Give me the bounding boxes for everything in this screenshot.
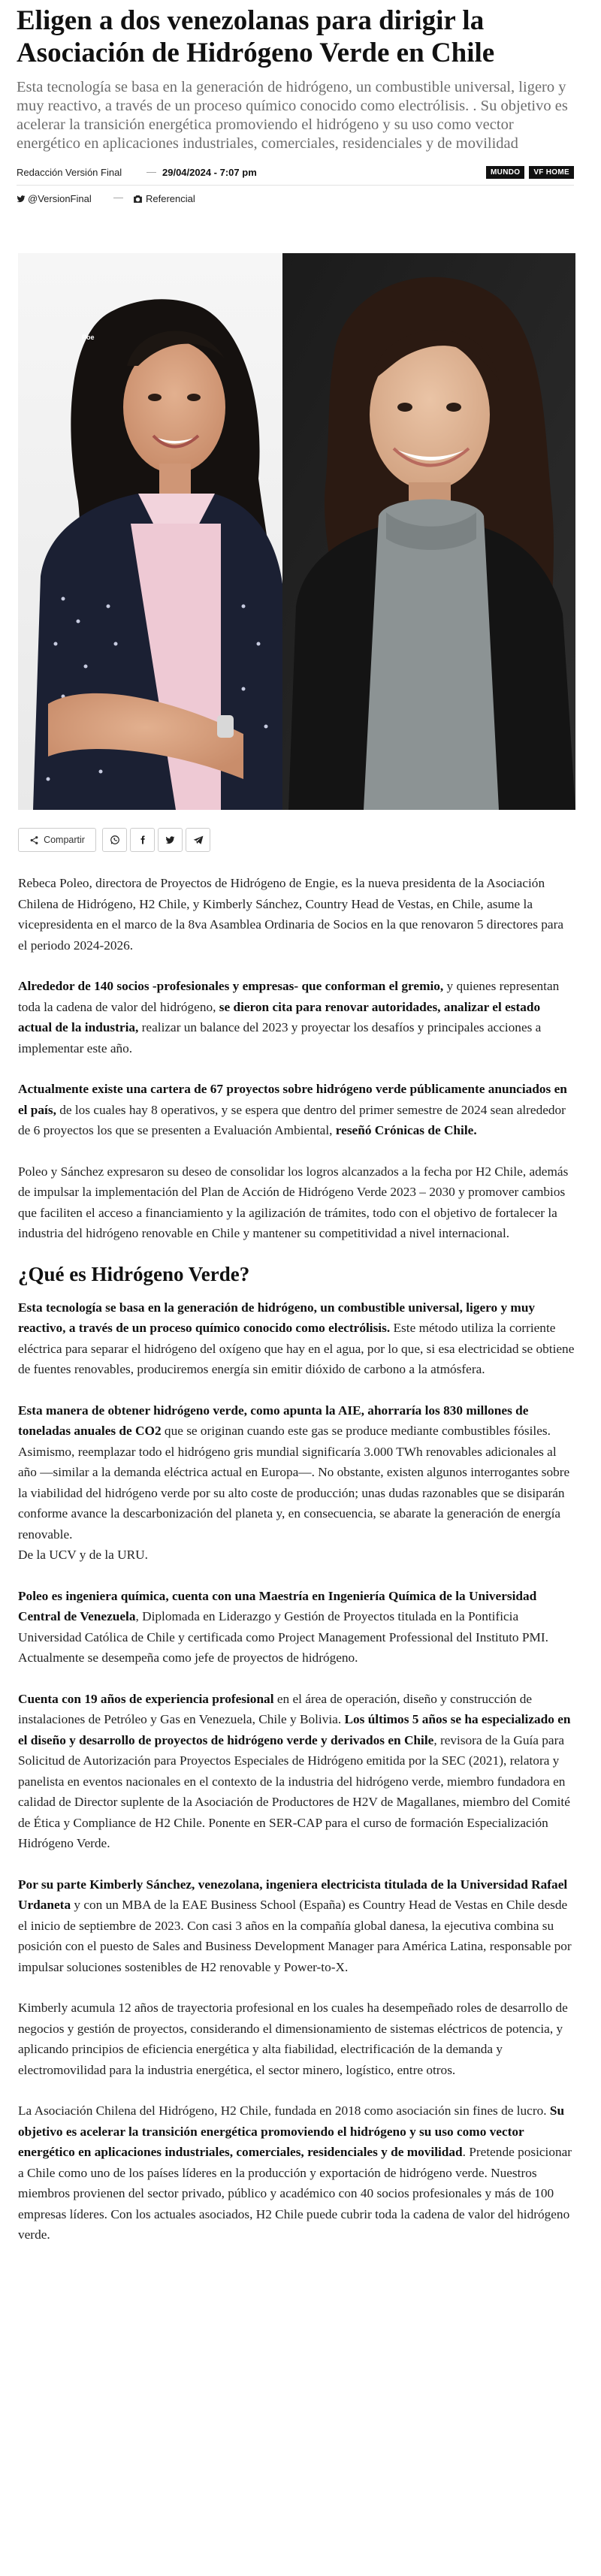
twitter-handle: @VersionFinal [28,193,92,204]
paragraph: La Asociación Chilena del Hidrógeno, H2 Chile, fundada en 2018 como asociación sin fines de lucro. Su objetivo es acelerar la transición energética promoviendo el hidrógeno y su uso como vector energético en aplicaciones industriales, comerciales, residenciales y de movilidad. Pretende posicionar a Chile como uno de los países líderes en la producción y exportación de hidrógeno verde. Nuestros miembros provienen del sector privado, público y académico con 40 socios profesionales y más de 100 empresas líderes. Con los actuales asociados, H2 Chile puede cubrir toda la cadena de valor del hidrógeno verde. [18,2103,572,2242]
share-icon [29,835,39,845]
whatsapp-icon [110,835,120,845]
category-tags [486,166,574,179]
article-header [17,0,601,208]
share-label: Compartir [44,835,85,845]
share-bar [18,828,575,852]
lapel-text: Poe [82,334,95,341]
paragraph: Esta tecnología se basa en la generación de hidrógeno, un combustible universal, ligero y muy reactivo, a través de un proceso químico conocido como electrólisis. Este método utiliza la corriente eléctrica para separar el hidrógeno del oxígeno que hay en el agua, por lo que, si esa electricidad se obtiene de fuentes renovables, produciremos energía sin emitir dióxido de carbono a la atmósfera. [18,1300,575,1376]
byline-separator: — [146,166,156,177]
paragraph: Kimberly acumula 12 años de trayectoria profesional en los cuales ha desempeñado roles de desarrollo de negocios y gestión de proyectos, considerando el dimensionamiento de sistemas eléctricos de potencia, y aplicando principios de eficiencia energética y alta fiabilidad, electrificación de la demanda y electromovilidad para la industria energética, el sector minero, logístico, entre otros. [18,2001,568,2077]
paragraph: Cuenta con 19 años de experiencia profesional en el área de operación, diseño y construcción de instalaciones de Petróleo y Gas en Venezuela, Chile y Bolivia. Los últimos 5 años se ha especializado en el diseño y desarrollo de proyectos de hidrógeno verde y derivados en Chile, revisora de la Guía para Solicitud de Autorización para Proyectos Especiales de Hidrógeno emitida por la SEC (2021), relatora y panelista en eventos nacionales en el contexto de la industria del hidrógeno verde, miembro fundadora en calidad de Director suplente de la Asociación de Productores de H2V de Magallanes, miembro del Comité de Ética y Compliance de H2 Chile. Ponente en SER-CAP para el curso de formación Especialización Hidrógeno Verde. [18,1691,571,1850]
twitter-icon [17,195,26,204]
headline: Eligen a dos venezolanas para dirigir la Asociación de Hidrógeno Verde en Chile [17,5,495,68]
tag-mundo[interactable]: MUNDO [486,166,524,179]
twitter-icon [165,835,175,845]
paragraph: Alrededor de 140 socios -profesionales y empresas- que conforman el gremio, y quienes representan toda la cadena de valor del hidrógeno, se dieron cita para renovar autoridades, analizar el estado actual de la industria, realizar un balance del 2023 y proyectar los desafíos y principales acciones a implementar este año. [18,979,560,1055]
paragraph: Rebeca Poleo, directora de Proyectos de Hidrógeno de Engie, es la nueva presidenta de la Asociación Chilena de Hidrógeno, H2 Chile, y Kimberly Sánchez, Country Head de Vestas, en Chile, asume la vicepresidenta en el marco de la 8va Asamblea Ordinaria de Socios en la que renovaron 5 directores para el periodo 2024-2026. [18,876,563,953]
telegram-icon [193,835,204,845]
author-link[interactable]: Redacción Versión Final [17,167,122,178]
paragraph: Actualmente existe una cartera de 67 proyectos sobre hidrógeno verde públicamente anunciados en el país, de los cuales hay 8 operativos, y se espera que dentro del primer semestre de 2024 sean alrededor de 6 proyectos los que se presenten a Evaluación Ambiental, reseñó Crónicas de Chile. [18,1082,567,1137]
featured-image [18,253,575,810]
byline-row [17,162,601,182]
source-row [17,190,601,208]
whatsapp-share-button[interactable] [102,828,127,852]
twitter-handle-link[interactable] [17,193,92,204]
share-button[interactable] [18,828,96,852]
divider [17,185,574,186]
portrait-photo [18,253,575,810]
photo-credit-text: Referencial [146,193,195,204]
article-body [18,873,575,2266]
twitter-share-button[interactable] [158,828,183,852]
paragraph: Por su parte Kimberly Sánchez, venezolana, ingeniera electricista titulada de la Universidad Rafael Urdaneta y con un MBA de la EAE Business School (España) es Country Head de Vestas en Chile desde el inicio de septiembre de 2023. Con casi 3 años en la compañía global danesa, la ejecutiva combina su posición con el puesto de Sales and Business Development Manager para América Latina, responsable por impulsar soluciones sostenibles de H2 renovable y Power-to-X. [18,1877,572,1974]
paragraph: Poleo y Sánchez expresaron su deseo de consolidar los logros alcanzados a la fecha por H2 Chile, además de impulsar la implementación del Plan de Acción de Hidrógeno Verde 2023 – 2030 y promover cambios que faciliten el acceso a financiamiento y la agilización de trámites, todo con el objetivo de fortalecer la industria del hidrógeno renovable en Chile y mantener su competitividad a nivel internacional. [18,1164,569,1240]
tag-vf-home[interactable]: VF HOME [529,166,574,179]
section-heading: ¿Qué es Hidrógeno Verde? [18,1262,250,1285]
telegram-share-button[interactable] [186,828,210,852]
paragraph: Esta manera de obtener hidrógeno verde, como apunta la AIE, ahorraría los 830 millones de toneladas anuales de CO2 que se originan cuando este gas se produce mediante combustibles fósiles. Asimismo, reemplazar todo el hidrógeno gris mundial significaría 3.000 TWh renovables adicionales al año —similar a la demanda eléctrica actual en Europa—. No obstante, existen algunos interrogantes sobre la viabilidad del hidrógeno verde por su alto coste de producción; unas dudas razonables que se disiparán conforme avance la descarbonización del planeta y, en consecuencia, se abarate la generación de energía renovable. De la UCV y de la URU. [18,1403,570,1562]
facebook-icon [138,835,147,845]
publish-date: 29/04/2024 - 7:07 pm [162,167,257,178]
camera-icon [133,195,143,204]
paragraph: Poleo es ingeniera química, cuenta con una Maestría en Ingeniería Química de la Universidad Central de Venezuela, Diplomada en Liderazgo y Gestión de Proyectos titulada en la Pontificia Universidad Católica de Chile y certificada como Project Management Professional del Instituto PMI. Actualmente se desempeña como jefe de proyectos de hidrógeno. [18,1588,548,1665]
lead-paragraph: Esta tecnología se basa en la generación de hidrógeno, un combustible universal, ligero y muy reactivo, a través de un proceso químico conocido como electrólisis. . Su objetivo es acelerar la transición energética promoviendo el hidrógeno y su uso como vector energético en aplicaciones industriales, comerciales, residenciales y de movilidad [17,79,568,152]
facebook-share-button[interactable] [130,828,155,852]
photo-credit [133,193,195,204]
source-separator: — [113,192,123,203]
